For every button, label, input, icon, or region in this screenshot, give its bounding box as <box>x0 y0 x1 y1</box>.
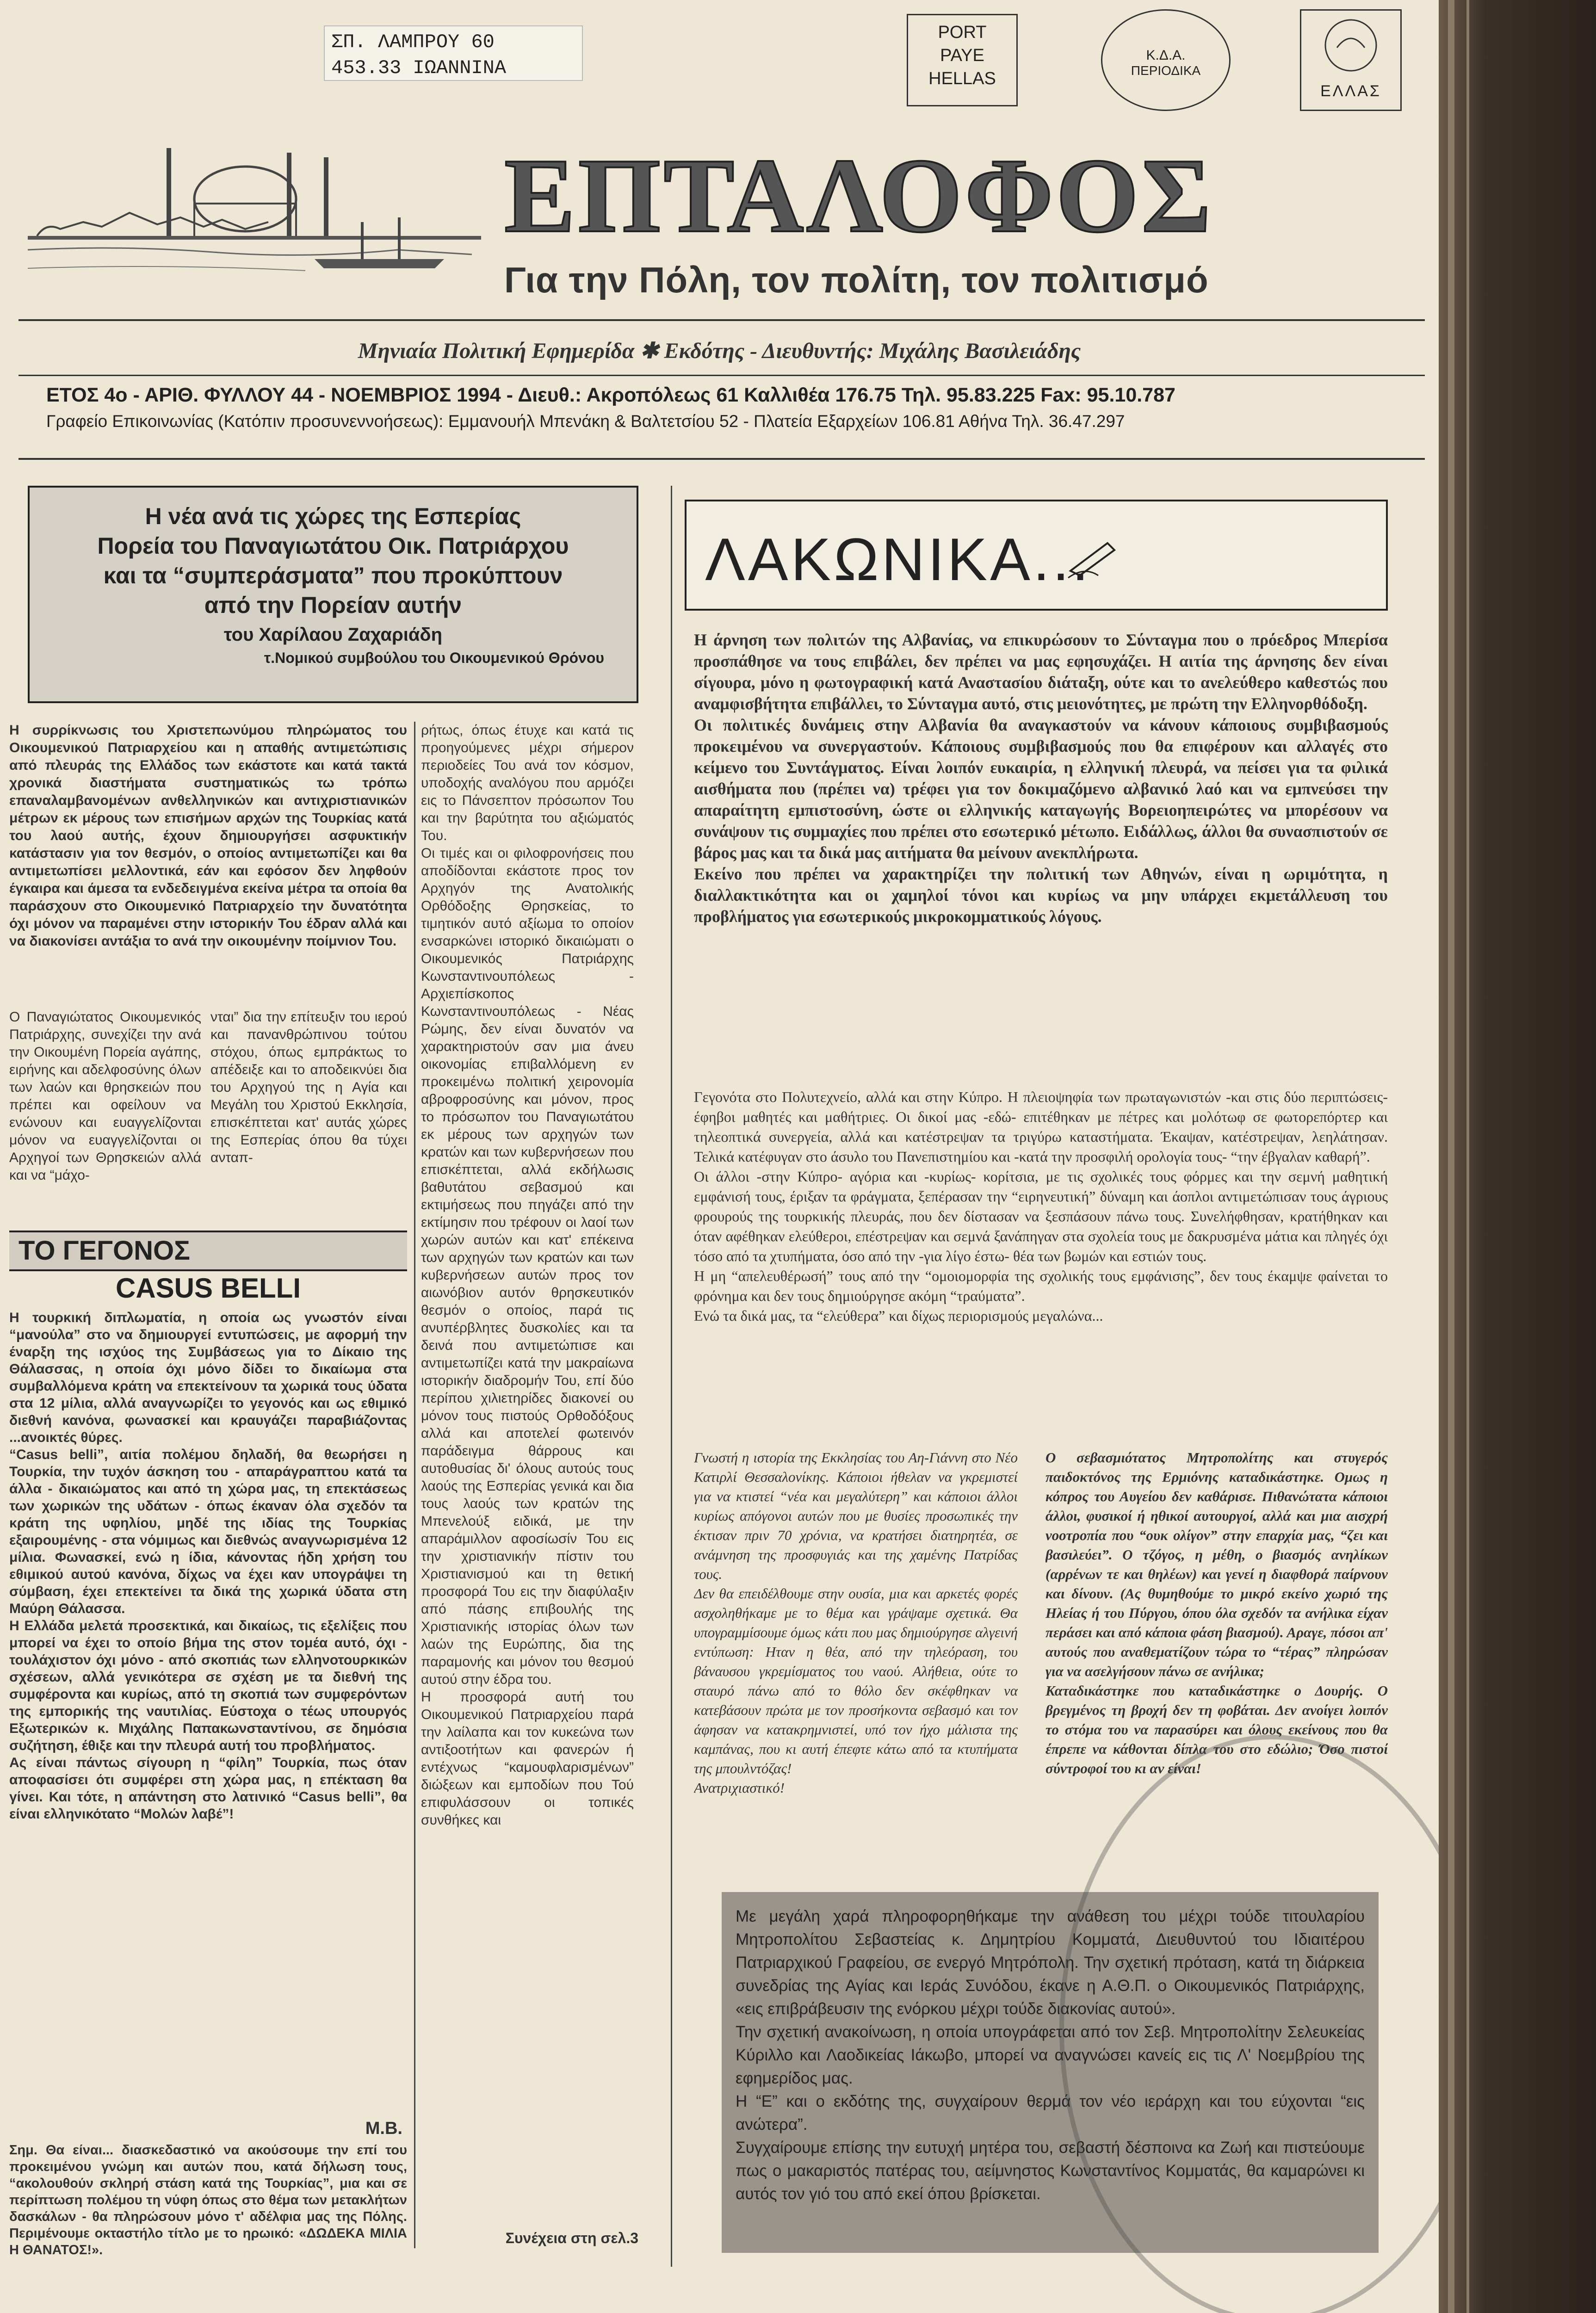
announcement-box: Με μεγάλη χαρά πληροφορηθήκαμε την ανάθεση του μέχρι τούδε τιτουλαρίου Μητροπολίτου Σεβαστείας κ. Δημητρίου Κομματά, Διευθυντού του Ιδιαιτέρου Πατριαρχικού Γραφείου, σε ενεργό Μητρόπολη. Την σχετική πρόταση, κατά τη διάρκεια συνεδρίας της Αγίας και Ιεράς Συνόδου, έκανε η Α.Θ.Π. ο Οικουμενικός Πατριάρχης, «εις επιβράβευσιν της ενόρκου μέχρι τούδε διακονίας αυτού». Την σχετική ανακοίνωση, η οποία υπογράφεται από τον Σεβ. Μητροπολίτην Σελευκείας Κύριλλο και Λαοδικείας Ιάκωβο, μπορεί να αναγνώσει κανείς εις τις Λ' Νοεμβρίου της εφημερίδος μας. Η “Ε” και ο εκδότης της, συγχαίρουν θερμά τον νέο ιεράρχη και του εύχονται “εις ανώτερα”. Συγχαίρουμε επίσης την ευτυχή μητέρα του, σεβαστή δέσποινα κα Ζωή και πιστεύουμε πως ο μακαριστός πατέρας του, αείμνηστος Κωνσταντίνος Κομματάς, θα καμαρώνει κι αυτός τον γιό του από εκεί όπου βρίσκεται. <box>722 1892 1379 2253</box>
lakonika-item-ermioni: Ο σεβασμιότατος Μητροπολίτης και στυγερός παιδοκτόνος της Ερμιόνης καταδικάστηκε. Ομως η κόπρος του Αυγείου δεν καθάρισε. Πιθανώτατα κάποιοι άλλοι, φυσικοί ή ηθικοί αυτουργοί, αλλά και μια αισχρή νοοτροπία που “ουκ ολίγον” στην επαρχία μας, “ζει και βασιλεύει”. Ο τζόγος, η μέθη, ο βιασμός ανηλίκων (αρρένων τε και θηλέων) και γενεί η διαφθορά παίρνουν και δίνουν. (Ας θυμηθούμε το μικρό εκείνο χωριό της Ηλείας ή του Πύργου, όπου όλα σχεδόν τα ανήλικα είχαν περάσει και από κάποια φάση βιασμού). Αραγε, πόσοι απ' αυτούς που αναθεματίζουν τώρα το “τέρας” πληρώσαν για να ασελγήσουν πάνω σε ανήλικα; Καταδικάστηκε που καταδικάστηκε ο Δουρής. Ο βρεγμένος τη βροχή δεν τη φοβάται. Δεν ανοίγει λοιπόν το στόμα του να παρασύρει και όλους εκείνους που θα έπρεπε να κάθονται δίπλα του στο εδώλιο; Όσο πιστοί σύντροφοί του κι αν είναι! <box>1045 1449 1388 1776</box>
publisher-rule <box>19 375 1425 376</box>
masthead-title: ΕΠΤΑΛΟΦΟΣ <box>504 136 1214 254</box>
lakonika-item-church: Γνωστή η ιστορία της Εκκλησίας του Αη-Γιάννη στο Νέο Κατιρλί Θεσσαλονίκης. Κάποιοι ήθελαν να γκρεμιστεί για να κτιστεί “νέα και μεγαλύτερη” και κάποιοι άλλοι κυρίως απόγονοι αυτών που με θυσίες προσωπικές την έκτισαν πριν 70 χρόνια, να κρατήσει διατηρητέα, σε ανάμνηση της προσφυγιάς και της χαμένης Πατρίδας τους. Δεν θα επειδέλθουμε στην ουσία, μια και αρκετές φορές ασχοληθήκαμε με το θέμα και γράψαμε σχετικά. Θα υπογραμμίσουμε όμως κάτι που μας δημιούργησε αλγεινή εντύπωση: Ηταν η θέα, από την τηλεόραση, του βάναυσου γκρεμίσματος του ναού. Αλήθεια, ούτε το σταυρό πάνω από το θόλο δεν σκέφθηκαν να κατεβάσουν πρώτα με τον προσήκοντα σεβασμό και τον άφησαν να κατακρημνιστεί, υπό τον ήχο μάλιστα της καμπάνας, που κι αυτή έπεφτε κάτω από τα κτυπήματα της μπουλντόζας! Ανατριχιαστικό! <box>694 1449 1018 1796</box>
ellas-stamp <box>1300 9 1402 111</box>
lead-headline-3: και τα “συμπεράσματα” που προκύπτουν <box>103 563 563 588</box>
ellas-label: ΕΛΛΑΣ <box>1320 82 1381 100</box>
binding-stripe <box>1466 0 1469 2313</box>
fact-article-title: CASUS BELLI <box>115 1273 301 1304</box>
lead-author-role: τ.Νομικού συμβούλου του Οικουμενικού Θρόνου <box>264 649 604 666</box>
lead-col-mid: νται” δια την επίτευξιν του ιερού και πανανθρώπινου τούτου στόχου, όπως εμπράκτως το απέδειξε και το αποδεικνύει δια του Αρχηγού της η Αγία και Μεγάλη του Χριστού Εκκλησία, επισκέπτεται κατ' αυτάς χώρες της Εσπερίας όπου θα τύχει ανταπ- <box>210 1009 407 1165</box>
pen-writing-icon <box>1066 538 1121 580</box>
fact-article-body: Η τουρκική διπλωματία, η οποία ως γνωστόν είναι “μανούλα” στο να δημιουργεί εντυπώσεις, με αφορμή την έναρξη της ισχύος της Συμβάσεως για το Δίκαιο της Θάλασσας, η οποία όχι μόνο δίδει το δικαίωμα στα συμβαλλόμενα κράτη να επεκτείνουν τα χωρικά τους ύδατα στα 12 μίλια, αλλά αναγνωρίζει το γεγονός και ως εθιμικό διεθνή κανόνα, φωνασκεί και κραυγάζει παραβιάζοντας ...ανοικτές θύρες. “Casus belli”, αιτία πολέμου δηλαδή, θα θεωρήσει η Τουρκία, την τυχόν άσκηση του - απαράγραπτου κατά τα άλλα - δικαιώματος και από τη χώρα μας, τη επεκτάσεως των χωρικών της υδάτων - όπως έκαναν όλα σχεδόν τα κράτη της υφηλίου, μηδέ της ιδίας της Τουρκίας εξαιρουμένης - στα νόμιμως και διεθνώς αναγνωρισμένα 12 μίλια. Φωνασκεί, ενώ η ίδια, κάνοντας ήδη χρήση του εθιμικού αυτού κανόνα, δίχως να έχει καν υπογράψει τη σύμβαση, έχει επεκτείνει τα δικά της χωρικά ύδατα στη Μαύρη Θάλασσα. Η Ελλάδα μελετά προσεκτικά, και δικαίως, τις εξελίξεις που μπορεί να έχει το οποίο βήμα της στον τομέα αυτό, όχι - τουλάχιστον όχι μόνο - από σκοπιάς των ελληνοτουρκικών σχέσεων, αλλά γενικότερα σε σχέση με τα διεθνή της συμφέροντα και κυρίως, από τη σκοπιά των συμφερόντων της εμπορικής της ναυτιλίας. Εύστοχα ο τέως υπουργός Εξωτερικών κ. Μιχάλης Παπακωνσταντίνου, σε δημόσια συζήτηση, έθιξε και την πλευρά αυτή του προβλήματος. Ας είναι πάντως σίγουρη η “φίλη” Τουρκία, πως όταν αποφασίσει ότι συμφέρει στη χώρα μας, η επέκταση θα γίνει. Και τότε, η απάντηση στο λατινικό “Casus belli”, θα είναι ελληνικότατο “Μολών λαβέ”! <box>9 1310 407 1822</box>
book-binding <box>1439 0 1596 2313</box>
publisher-line: Μηνιαία Πολιτική Εφημερίδα ✱ Εκδότης - Διευθυντής: Μιχάλης Βασιλειάδης <box>358 339 1081 363</box>
lead-headline-4: από την Πορείαν αυτήν <box>204 592 462 618</box>
lead-col-right: ρήτως, όπως έτυχε και κατά τις προηγούμενες μέχρι σήμερον περιοδείες Του ανά τον κόσμον, υποδοχής αναλόγου που αρμόζει εις το Πάνσεπτον πρόσωπον Του και την βαρύτητα του αξιώματός Του. Οι τιμές και οι φιλοφρονήσεις που αποδίδονται εκάστοτε προς τον Αρχηγόν της Ανατολικής Ορθόδοξης Θρησκείας, το τιμητικόν αυτό αξίωμα το οποίον ενσαρκώνει ιστορικό δικαιώματι ο Οικουμενικός Πατριάρχης Κωνσταντινουπόλεως - Αρχιεπίσκοπος Κωνσταντινουπόλεως - Νέας Ρώμης, δεν είναι δυνατόν να χαρακτηριστούν σαν μια άνευ οικονομίας επιβαλλόμενη εν προκειμένω πολιτική χειρονομία αβροφροσύνης και μόνον, προς το πρόσωπον του Παναγιωτάτου εκ μέρους των αρχηγών των κρατών και των κυβερνήσεων που επισκέπτεται, αλλά εκδήλωσις βαθυτάτου σεβασμού και εκτιμήσεως που πηγάζει από την εκτίμησιν που τρέφουν οι λαοί των χωρών αυτών και κατ' επέκεινα των αρχηγών των κρατών και των κυβερνήσεων αυτών προς τον αιωνόβιον αυτόν θρησκευτικόν θεσμόν ο οποίος, παρά τις ανυπέρβλητες δυσκολίες και τα δεινά που αντιμετώπισε και αντιμετωπίζει κατά την μακραίωνα ιστορικήν διαδρομήν Του, επί δύο περίπου χιλιετηρίδες διακονεί ου μόνον τους πιστούς Ορθοδόξους αλλά και αποτελεί φωτεινόν παράδειγμα θάρρους και αυτοθυσίας δι' όλους αυτούς τους λαούς της Εσπερίας γενικά και δια τους λαούς των κρατών της Μπενελούξ ειδικά, με την απαράμιλλον αφοσίωσίν Του εις την χριστιανικήν πίστιν του Χριστιανισμού και τη θετική προσφορά Του εις την διαφύλαξιν από πάσης επιβουλής της Χριστιανικής ιστορίας όλων των λαών της Ευρώπης, δια της παραμονής και μόνον του θεσμού αυτού στην έδρα του. Η προσφορά αυτή του Οικουμενικού Πατριαρχείου παρά την λαίλαπα και τον κυκεώνα των αντιξοοτήτων και φανερών ή εντέχνως “καμουφλαρισμένων” διώξεων και εμποδίων που Τού επιφυλάσσουν οι τοπικές συνθήκες και <box>421 723 634 1828</box>
lead-headline-1: Η νέα ανά τις χώρες της Εσπερίας <box>145 503 521 529</box>
lead-continued: Συνέχεια στη σελ.3 <box>505 2230 638 2246</box>
library-label-line1: ΣΠ. ΛΑΜΠΡΟΥ 60 <box>331 31 495 53</box>
istanbul-skyline-illustration <box>28 130 481 282</box>
kda-periodika-stamp <box>1101 9 1231 111</box>
lead-article-headline-box <box>28 486 638 703</box>
lakonika-item-albania: Η άρνηση των πολιτών της Αλβανίας, να επικυρώσουν το Σύνταγμα που ο πρόεδρος Μπερίσα προσπάθησε να τους επιβάλει, δεν πρέπει να μας εφησυχάζει. Η αιτία της άρνησης δεν είναι σίγουρα, μόνο η φωτογραφική κατά Αναστασίου διάταξη, ούτε και το ανελεύθερο καθεστώς που αναμφισβήτητα επιβάλλει, το Σύνταγμα αυτό, στις μειονότητες, με πρώτη την Ελληνορθόδοξη. Οι πολιτικές δυνάμεις στην Αλβανία θα αναγκαστούν να κάνουν κάποιους συμβιβασμούς προκειμένου να συνεργαστούν. Κάποιους συμβιβασμούς που θα επιφέρουν και αλλαγές στο κείμενο του Συντάγματος. Είναι λοιπόν ευκαιρία, η ελληνική πλευρά, να πείσει για τα φιλικά αισθήματα που (πρέπει να) τρέφει για τον δοκιμαζόμενο αλβανικό λαό και να εμπνεύσει την απαραίτητη εμπιστοσύνη, ώστε οι ελληνικής καταγωγής Βορειοηπειρώτες να μπορέσουν να συνάψουν τις συμμαχίες που πρέπει στο εσωτερικό μέτωπο. Ειδάλλως, άλλοι θα συνασπιστούν σε βάρος μας και τα δικά μας αιτήματα θα μείνουν ανεκπλήρωτα. Εκείνο που πρέπει να χαρακτηρίζει την πολιτική των Αθηνών, είναι η ωριμότητα, η διαλλακτικότητα και οι χαμηλοί τόνοι και κυρίως να μην υπάρχει εκμετάλλευση του προβλήματος για εσωτερικούς μικροκομματικούς λόγους. <box>694 631 1388 926</box>
library-label <box>324 25 583 81</box>
masthead-tagline: Για την Πόλη, τον πολίτη, τον πολιτισμό <box>504 260 1209 300</box>
stamp-emblem-icon <box>1305 11 1397 80</box>
periodika-label: ΠΕΡΙΟΔΙΚΑ <box>1131 63 1201 78</box>
lead-author: του Χαρίλαου Ζαχαριάδη <box>223 625 443 645</box>
lakonika-header-box <box>685 500 1388 611</box>
library-label-line2: 453.33 ΙΩΑΝΝΙΝΑ <box>331 57 507 79</box>
fact-signature: Μ.Β. <box>365 2119 402 2138</box>
lakonika-title: ΛΑΚΩΝΙΚΑ... <box>705 526 1092 593</box>
masthead-rule <box>19 319 1425 321</box>
column-divider-2 <box>671 486 672 2267</box>
lakonika-item-polytechnic: Γεγονότα στο Πολυτεχνείο, αλλά και στην Κύπρο. Η πλειοψηφία των πρωταγωνιστών -και στις δύο περιπτώσεις- έφηβοι μαθητές και μαθήτριες. Οι δικοί μας -εδώ- επιτέθηκαν με πέτρες και μολότωφ σε φωτορεπόρτερ και τηλεοπτικά συνεργεία, αλλά και κατέστρεψαν τα τριγύρω καταστήματα. Έκαψαν, κατέστρεψαν, λεηλάτησαν. Τελικά κατέφυγαν στο άσυλο του Πανεπιστημίου και -κατά την προσφιλή ορολογία τους- “την έβγαλαν καθαρή”. Οι άλλοι -στην Κύπρο- αγόρια και -κυρίως- κορίτσια, με τις σχολικές τους φόρμες και την σεμνή μαθητική εμφάνισή τους, έριξαν τα φράγματα, ξεπέρασαν την “ειρηνευτική” δύναμη και άοπλοι αντιμετώπισαν τους άγριους φρουρούς της τουρκικής πλευράς, που δεν δίστασαν να ξεσπάσουν πάνω τους. Συνελήφθησαν, κρατήθηκαν και όταν αφέθηκαν ελεύθεροι, επέστρεψαν και σεμνά ξανάπηγαν στα σχολεία τους με δακρυσμένα μάτια και πληγές όχι τόσο από τα χτυπήματα, όσο από την -για λίγο έστω- θέα των βωμών και εστιών τους. Η μη “απελευθέρωσή” τους από την “ομοιομορφία της σχολικής τους εμφάνισης”, δεν τους έκαμψε φαίνεται το φρόνημα και δεν τους δημιούργησε ακόμη “τραύματα”. Ενώ τα δικά μας, τα “ελεύθερα” και δίχως περιορισμούς μεγαλώνα... <box>694 1088 1388 1324</box>
header-bottom-rule <box>19 458 1425 460</box>
port-paye-stamp: PORT PAYE HELLAS <box>907 14 1018 106</box>
office-line: Γραφείο Επικοινωνίας (Κατόπιν προσυνεννοήσεως): Εμμανουήλ Μπενάκη & Βαλτετσίου 52 - Πλατεία Εξαρχείων 106.81 Αθήνα Τηλ. 36.47.297 <box>46 412 1125 431</box>
lead-headline-2: Πορεία του Παναγιωτάτου Οικ. Πατριάρχου <box>97 533 569 559</box>
issue-line: ΕΤΟΣ 4ο - ΑΡΙΘ. ΦΥΛΛΟΥ 44 - ΝΟΕΜΒΡΙΟΣ 1994 - Διευθ.: Ακροπόλεως 61 Καλλιθέα 176.75 Τηλ. 95.83.225 Fax: 95.10.787 <box>46 384 1175 406</box>
column-divider-1 <box>414 722 415 2248</box>
kda-label: Κ.Δ.Α. <box>1146 48 1186 63</box>
binding-stripe <box>1448 0 1454 2313</box>
fact-section-header <box>9 1231 407 1271</box>
lead-col-left: Ο Παναγιώτατος Οικουμενικός Πατριάρχης, συνεχίζει την ανά την Οικουμένη Πορεία αγάπης, ειρήνης και αδελφοσύνης όλων των λαών και θρησκειών που πρέπει και οφείλουν να ενώνουν και ευαγγελίζονται μόνον να ευαγγελίζονται οι Αρχηγοί των Θρησκειών αλλά και να “μάχο- <box>9 1009 201 1183</box>
fact-section-title: ΤΟ ΓΕΓΟΝΟΣ <box>19 1236 190 1266</box>
fact-postscript: Σημ. Θα είναι... διασκεδαστικό να ακούσουμε την επί του προκειμένου γνώμη και αυτών που, κατά δήλωση τους, “ακολουθούν σκληρή στάση κατά της Τουρκίας”, μια και σε περίπτωση πολέμου τη νύφη όπως στο θέμα των μετακλήτων δασκάλων - θα πληρώσουν μόνο τ' αδέλφια μας της Πόλης. Περιμένουμε οκταστήλο τίτλο με το ηρωικό: «ΔΩΔΕΚΑ ΜΙΛΙΑ Η ΘΑΝΑΤΟΣ!». <box>9 2143 407 2257</box>
lead-intro: Η συρρίκνωσις του Χριστεπωνύμου πληρώματος του Οικουμενικού Πατριαρχείου και η απαθής αντιμετώπισις από πλευράς της Ελλάδος των εκάστοτε και κατά τακτά χρονικά διαστήματα συστηματικώς τω τρόπω επαναλαμβανομένων ανθελληνικών και αντιχριστιανικών μέτρων εκ μέρους των επισήμων αρχών της Τουρκίας κατά του λαού αυτής, έχουν δημιουργήσει ασφυκτικήν κατάστασιν για τον θεσμόν, ο οποίος αντιμετωπίζει και θα αντιμετωπίσει μελλοντικά, εάν και εφόσον δεν ληφθούν έγκαιρα και άμεσα τα ενδεδειγμένα εκείνα μέτρα τα οποία θα παράσχουν στο Οικουμενικό Πατριαρχείο την δυνατότητα όχι μόνον να παραμένει στην ιστορικήν Του έδραν αλλά και να διακονίσει αντάξια το ανά την οικουμένην ποίμνιον Του. <box>9 723 407 949</box>
